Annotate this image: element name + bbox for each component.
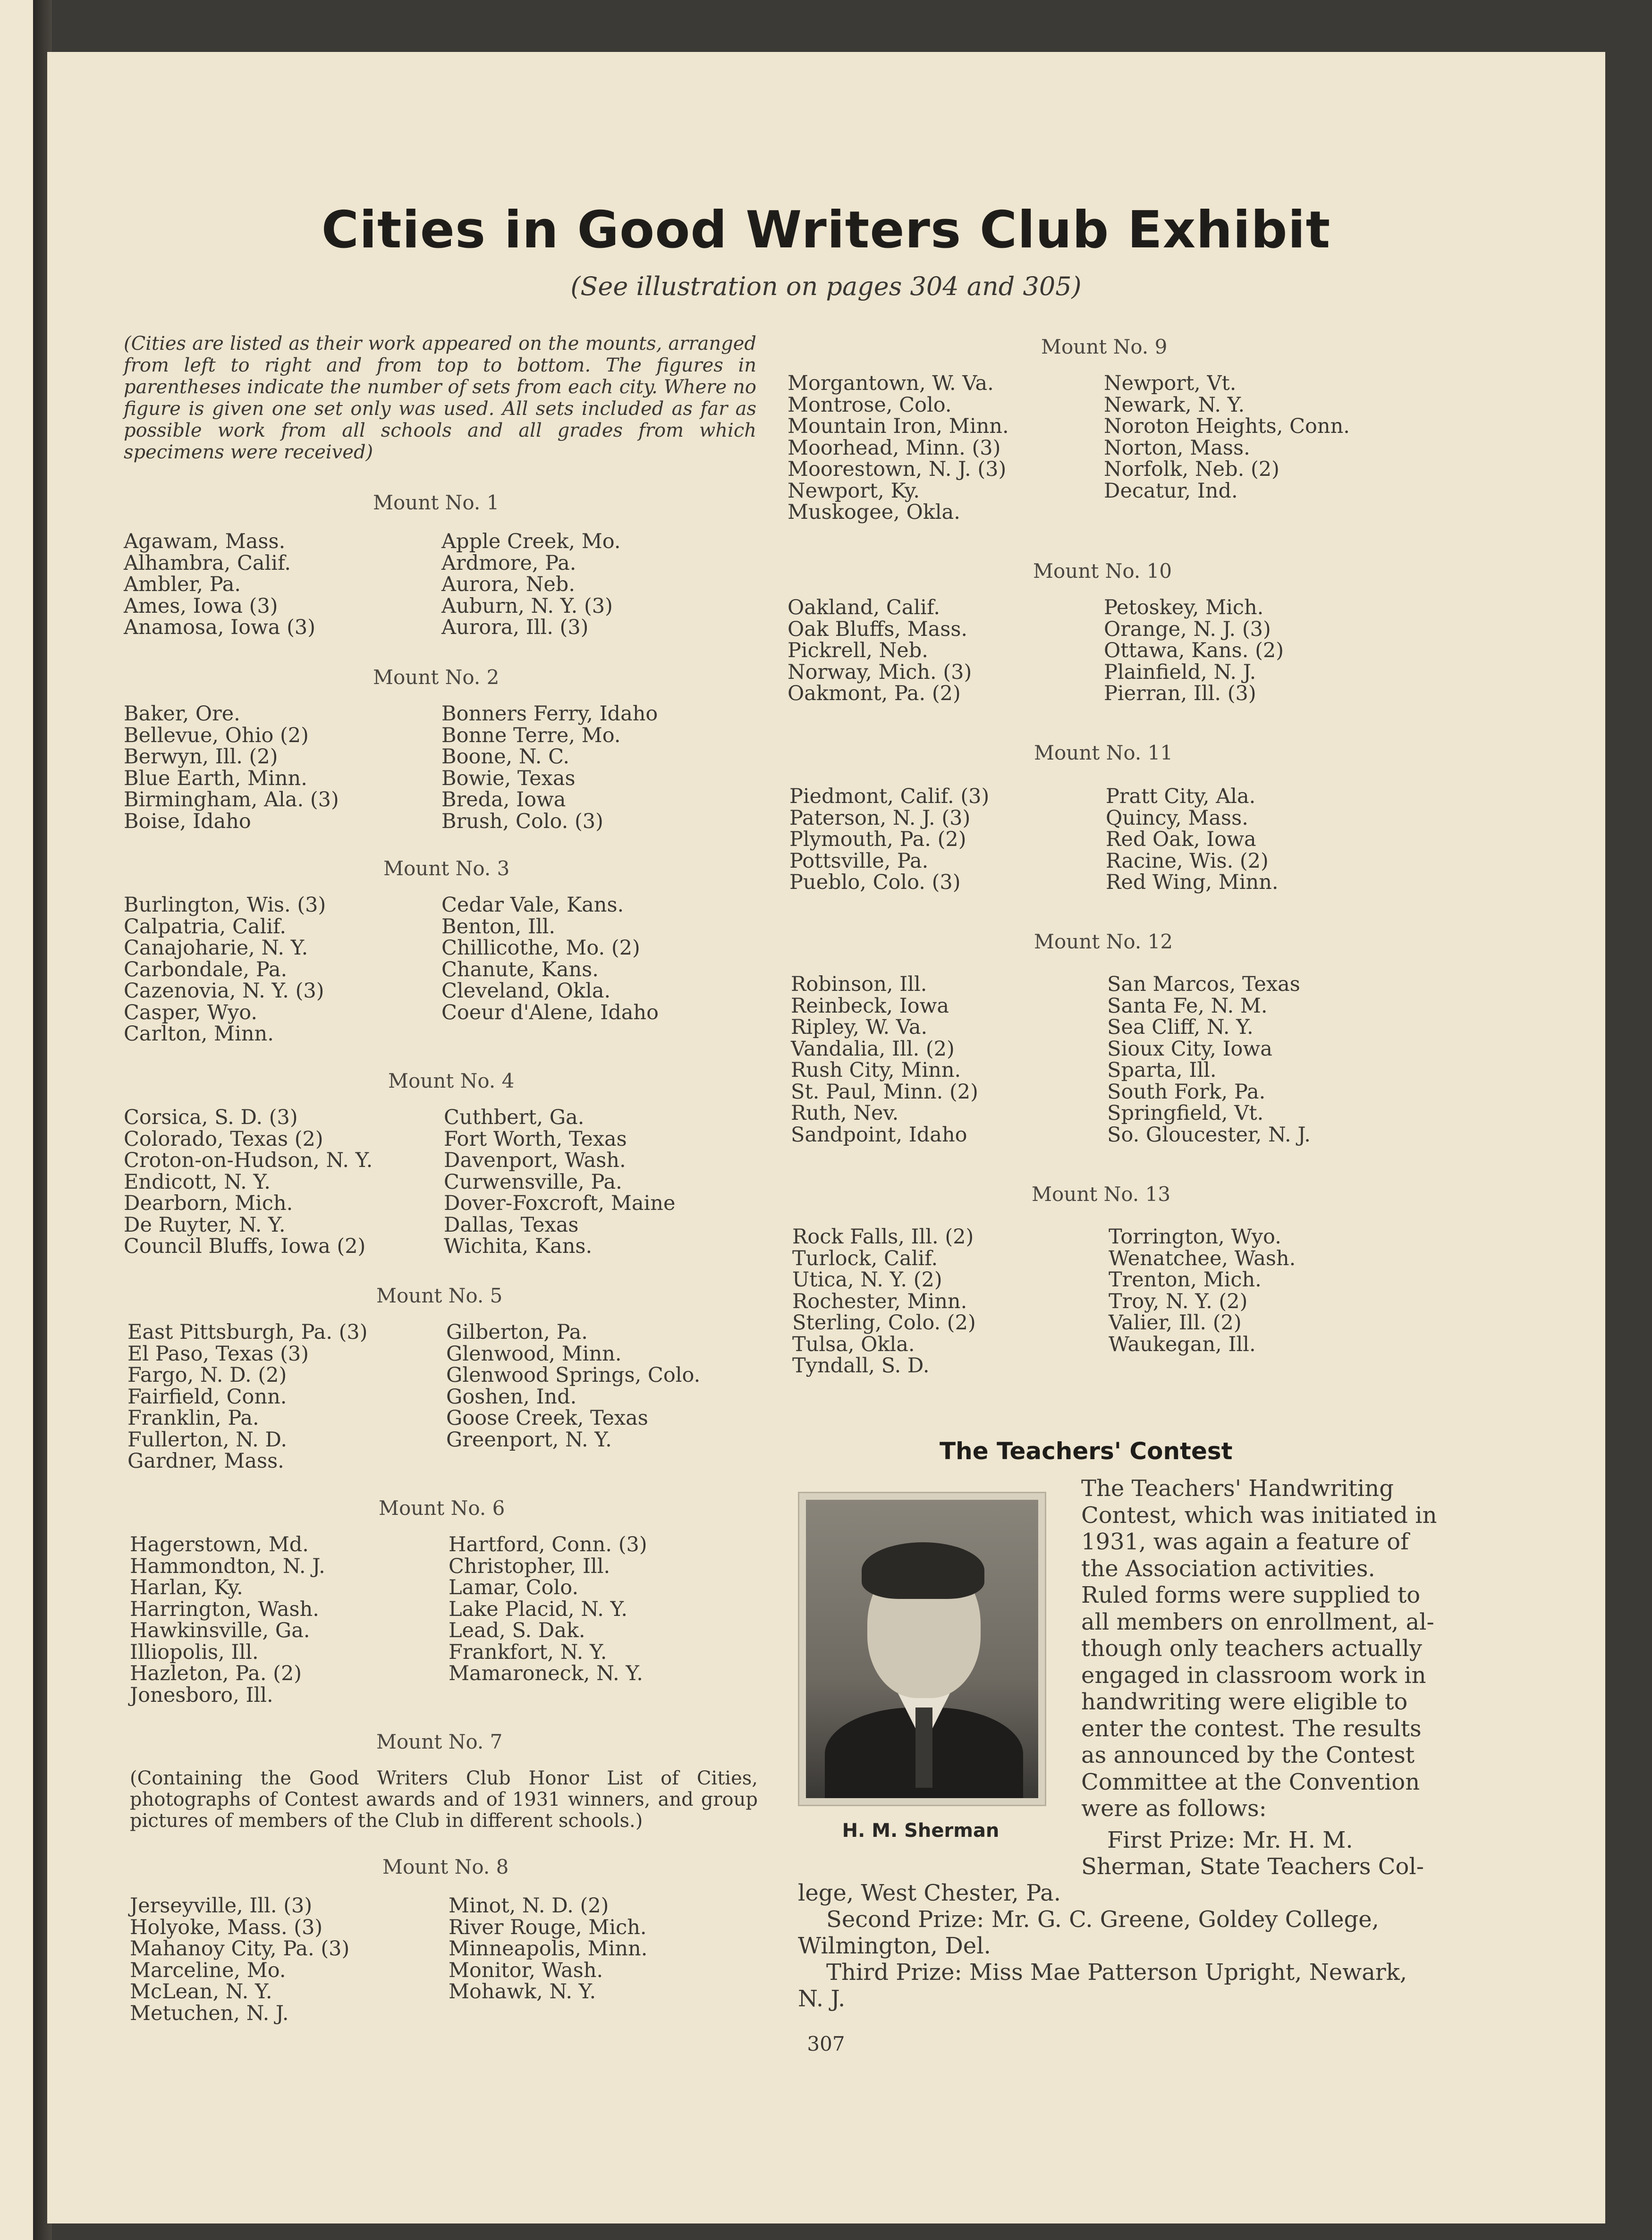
- list-item: Torrington, Wyo.: [1109, 1225, 1281, 1249]
- list-item: Cazenovia, N. Y. (3): [124, 979, 324, 1003]
- list-item: Birmingham, Ala. (3): [124, 788, 339, 811]
- list-item: Berwyn, Ill. (2): [124, 745, 278, 769]
- list-item: Moorestown, N. J. (3): [788, 457, 1007, 481]
- list-item: Pickrell, Neb.: [788, 639, 928, 662]
- mount-2-heading: Mount No. 2: [373, 666, 500, 689]
- list-item: Anamosa, Iowa (3): [124, 616, 315, 639]
- list-item: Mahanoy City, Pa. (3): [130, 1937, 350, 1961]
- list-item: the Association activities.: [1081, 1555, 1375, 1582]
- mount-4-left-list: [124, 1107, 373, 1258]
- list-item: Agawam, Mass.: [124, 530, 286, 553]
- list-item: Boise, Idaho: [124, 809, 251, 833]
- list-item: De Ruyter, N. Y.: [124, 1213, 286, 1237]
- list-item: Cuthbert, Ga.: [444, 1106, 585, 1129]
- list-item: Norton, Mass.: [1104, 436, 1250, 460]
- list-item: Bonne Terre, Mo.: [441, 723, 621, 747]
- mount-7-heading: Mount No. 7: [376, 1730, 503, 1753]
- mount-1-heading: Mount No. 1: [373, 491, 500, 514]
- list-item: Dover-Foxcroft, Maine: [444, 1192, 676, 1215]
- list-item: Ripley, W. Va.: [791, 1015, 928, 1039]
- list-item: South Fork, Pa.: [1107, 1080, 1266, 1104]
- list-item: Newark, N. Y.: [1104, 393, 1245, 417]
- mount-12-right-list: [1107, 974, 1311, 1146]
- list-item: River Rouge, Mich.: [449, 1915, 647, 1939]
- list-item: Sioux City, Iowa: [1107, 1037, 1272, 1061]
- book-gutter: [0, 0, 33, 2240]
- list-item: Ames, Iowa (3): [124, 594, 278, 618]
- list-item: Chillicothe, Mo. (2): [441, 936, 640, 960]
- list-item: Vandalia, Ill. (2): [791, 1037, 955, 1061]
- list-item: Ardmore, Pa.: [441, 551, 576, 575]
- list-item: Hammondton, N. J.: [130, 1554, 325, 1578]
- mount-5-heading: Mount No. 5: [376, 1284, 503, 1307]
- list-item: were as follows:: [1081, 1795, 1267, 1822]
- list-item: So. Gloucester, N. J.: [1107, 1123, 1311, 1147]
- list-item: Fort Worth, Texas: [444, 1127, 627, 1151]
- list-item: Blue Earth, Minn.: [124, 766, 307, 790]
- list-item: Rush City, Minn.: [791, 1058, 961, 1082]
- mount-6-left-list: [130, 1534, 325, 1706]
- list-item: Fairfield, Conn.: [127, 1385, 287, 1409]
- list-item: Croton-on-Hudson, N. Y.: [124, 1149, 373, 1172]
- list-item: Lake Placid, N. Y.: [449, 1597, 628, 1621]
- list-item: Plymouth, Pa. (2): [789, 828, 966, 851]
- list-item: Bowie, Texas: [441, 766, 576, 790]
- list-item: Harrington, Wash.: [130, 1597, 319, 1621]
- mount-6-heading: Mount No. 6: [379, 1496, 505, 1520]
- list-item: Petoskey, Mich.: [1104, 596, 1264, 619]
- list-item: Noroton Heights, Conn.: [1104, 414, 1350, 438]
- list-item: Casper, Wyo.: [124, 1000, 258, 1024]
- list-item: Sandpoint, Idaho: [791, 1123, 967, 1147]
- list-item: Oakland, Calif.: [788, 596, 940, 619]
- list-item: Cedar Vale, Kans.: [441, 893, 624, 917]
- list-item: Boone, N. C.: [441, 745, 570, 769]
- mount-10-heading: Mount No. 10: [1033, 559, 1172, 583]
- intro-note: (Cities are listed as their work appeared on the mounts, arranged from left to right and from top to bottom. The figures in parentheses indicate the number of sets from each city. Where no figure is given one set only was used. All sets included as far as possible work from all schools and all grades from which specimens were received): [124, 333, 756, 463]
- mount-3-heading: Mount No. 3: [383, 857, 510, 880]
- list-item: Oak Bluffs, Mass.: [788, 617, 968, 641]
- list-item: Glenwood Springs, Colo.: [446, 1363, 701, 1387]
- list-item: Carbondale, Pa.: [124, 957, 288, 981]
- list-item: Bonners Ferry, Idaho: [441, 702, 658, 726]
- list-item: Bellevue, Ohio (2): [124, 723, 309, 747]
- list-item: Sterling, Colo. (2): [792, 1311, 976, 1335]
- mount-4-right-list: [444, 1107, 675, 1258]
- list-item: Goshen, Ind.: [446, 1385, 577, 1409]
- contest-paragraph: [1081, 1475, 1437, 1822]
- list-item: Hazleton, Pa. (2): [130, 1662, 302, 1685]
- mount-8-heading: Mount No. 8: [382, 1855, 509, 1878]
- list-item: Dallas, Texas: [444, 1213, 579, 1237]
- list-item: Gilberton, Pa.: [446, 1320, 588, 1344]
- list-item: Tyndall, S. D.: [792, 1354, 930, 1378]
- list-item: Quincy, Mass.: [1106, 806, 1248, 830]
- list-item: Benton, Ill.: [441, 914, 556, 938]
- list-item: Canajoharie, N. Y.: [124, 936, 308, 960]
- list-item: engaged in classroom work in: [1081, 1662, 1426, 1689]
- list-item: Valier, Ill. (2): [1109, 1311, 1242, 1335]
- list-item: San Marcos, Texas: [1107, 972, 1300, 996]
- list-item: Apple Creek, Mo.: [441, 530, 621, 553]
- list-item: Orange, N. J. (3): [1104, 617, 1271, 641]
- list-item: Breda, Iowa: [441, 788, 566, 811]
- list-item: Pueblo, Colo. (3): [789, 871, 961, 894]
- list-item: enter the contest. The results: [1081, 1715, 1422, 1742]
- list-item: Colorado, Texas (2): [124, 1127, 323, 1151]
- list-item: Auburn, N. Y. (3): [441, 594, 613, 618]
- mount-2-right-list: [441, 703, 658, 832]
- list-item: Montrose, Colo.: [788, 393, 952, 417]
- list-item: Pottsville, Pa.: [789, 849, 929, 873]
- list-item: Frankfort, N. Y.: [449, 1640, 607, 1664]
- list-item: Jerseyville, Ill. (3): [130, 1894, 313, 1918]
- list-item: Wenatchee, Wash.: [1109, 1246, 1296, 1270]
- list-item: Muskogee, Okla.: [788, 500, 960, 524]
- page-subtitle: (See illustration on pages 304 and 305): [570, 271, 1082, 301]
- list-item: Ruled forms were supplied to: [1081, 1582, 1421, 1608]
- list-item: Hagerstown, Md.: [130, 1533, 309, 1556]
- list-item: St. Paul, Minn. (2): [791, 1080, 978, 1104]
- list-item: Troy, N. Y. (2): [1109, 1289, 1248, 1313]
- list-item: Red Wing, Minn.: [1106, 871, 1279, 894]
- list-item: Contest, which was initiated in: [1081, 1502, 1437, 1529]
- list-item: Committee at the Convention: [1081, 1768, 1420, 1795]
- mount-9-right-list: [1104, 373, 1350, 502]
- list-item: Mountain Iron, Minn.: [788, 414, 1009, 438]
- list-item: Mamaroneck, N. Y.: [449, 1662, 643, 1685]
- mount-5-left-list: [127, 1322, 368, 1472]
- mount-1-right-list: [441, 531, 621, 639]
- list-item: Endicott, N. Y.: [124, 1170, 271, 1194]
- list-item: Ruth, Nev.: [791, 1101, 899, 1125]
- mount-8-right-list: [449, 1895, 647, 2003]
- page-title: Cities in Good Writers Club Exhibit: [321, 201, 1331, 260]
- list-item: Newport, Vt.: [1104, 372, 1237, 395]
- mount-2-left-list: [124, 703, 339, 832]
- list-item: Trenton, Mich.: [1109, 1268, 1262, 1292]
- third-prize-line-2: N. J.: [798, 1986, 846, 2012]
- first-prize-line-3: lege, West Chester, Pa.: [798, 1880, 1061, 1906]
- list-item: East Pittsburgh, Pa. (3): [127, 1320, 368, 1344]
- list-item: Burlington, Wis. (3): [124, 893, 326, 917]
- list-item: Gardner, Mass.: [127, 1449, 284, 1473]
- second-prize-line-1: Second Prize: Mr. G. C. Greene, Goldey College,: [826, 1906, 1379, 1933]
- list-item: Dearborn, Mich.: [124, 1192, 293, 1215]
- list-item: Fargo, N. D. (2): [127, 1363, 287, 1387]
- list-item: Baker, Ore.: [124, 702, 240, 726]
- list-item: all members on enrollment, al-: [1081, 1608, 1434, 1635]
- list-item: Piedmont, Calif. (3): [789, 785, 990, 808]
- list-item: Decatur, Ind.: [1104, 479, 1238, 503]
- mount-12-heading: Mount No. 12: [1034, 930, 1173, 953]
- list-item: Calpatria, Calif.: [124, 914, 287, 938]
- mount-3-right-list: [441, 895, 659, 1023]
- list-item: Carlton, Minn.: [124, 1022, 274, 1046]
- list-item: Metuchen, N. J.: [130, 2001, 289, 2025]
- list-item: Hawkinsville, Ga.: [130, 1619, 310, 1642]
- list-item: Oakmont, Pa. (2): [788, 682, 961, 705]
- mount-13-right-list: [1109, 1226, 1296, 1355]
- list-item: Plainfield, N. J.: [1104, 660, 1256, 684]
- list-item: Christopher, Ill.: [449, 1554, 610, 1578]
- list-item: Minot, N. D. (2): [449, 1894, 609, 1918]
- list-item: Turlock, Calif.: [792, 1246, 938, 1270]
- list-item: Morgantown, W. Va.: [788, 372, 994, 395]
- list-item: The Teachers' Handwriting: [1081, 1475, 1394, 1502]
- mount-4-heading: Mount No. 4: [388, 1069, 515, 1092]
- third-prize-line-1: Third Prize: Miss Mae Patterson Upright, Newark,: [826, 1959, 1407, 1986]
- list-item: Red Oak, Iowa: [1106, 828, 1256, 851]
- list-item: Racine, Wis. (2): [1106, 849, 1269, 873]
- list-item: Wichita, Kans.: [444, 1234, 593, 1258]
- list-item: Ottawa, Kans. (2): [1104, 639, 1284, 662]
- first-prize-line-1: First Prize: Mr. H. M.: [1107, 1827, 1353, 1853]
- mount-10-left-list: [788, 597, 972, 705]
- first-prize-line-2: Sherman, State Teachers Col-: [1081, 1853, 1424, 1880]
- list-item: McLean, N. Y.: [130, 1980, 272, 2003]
- second-prize-line-2: Wilmington, Del.: [798, 1933, 991, 1959]
- list-item: Illiopolis, Ill.: [130, 1640, 259, 1664]
- mount-13-heading: Mount No. 13: [1032, 1183, 1171, 1206]
- list-item: Coeur d'Alene, Idaho: [441, 1000, 659, 1024]
- list-item: Davenport, Wash.: [444, 1149, 626, 1172]
- list-item: Norway, Mich. (3): [788, 660, 972, 684]
- list-item: though only teachers actually: [1081, 1635, 1422, 1662]
- list-item: Waukegan, Ill.: [1109, 1332, 1256, 1356]
- list-item: Sparta, Ill.: [1107, 1058, 1217, 1082]
- list-item: Council Bluffs, Iowa (2): [124, 1234, 366, 1258]
- list-item: Lead, S. Dak.: [449, 1619, 585, 1642]
- list-item: 1931, was again a feature of: [1081, 1529, 1409, 1555]
- mount-3-left-list: [124, 895, 326, 1045]
- mount-12-left-list: [791, 974, 978, 1146]
- list-item: Goose Creek, Texas: [446, 1406, 648, 1430]
- list-item: Aurora, Neb.: [441, 573, 575, 596]
- mount-8-left-list: [130, 1895, 349, 2024]
- list-item: El Paso, Texas (3): [127, 1342, 309, 1366]
- list-item: Fullerton, N. D.: [127, 1428, 288, 1452]
- list-item: Curwensville, Pa.: [444, 1170, 622, 1194]
- list-item: Springfield, Vt.: [1107, 1101, 1264, 1125]
- mount-11-left-list: [789, 786, 989, 894]
- list-item: Paterson, N. J. (3): [789, 806, 971, 830]
- list-item: Minneapolis, Minn.: [449, 1937, 648, 1961]
- mount-11-heading: Mount No. 11: [1034, 741, 1173, 764]
- list-item: Reinbeck, Iowa: [791, 994, 949, 1018]
- list-item: Holyoke, Mass. (3): [130, 1915, 323, 1939]
- list-item: Santa Fe, N. M.: [1107, 994, 1268, 1018]
- mount-5-right-list: [446, 1322, 700, 1451]
- list-item: Sea Cliff, N. Y.: [1107, 1015, 1254, 1039]
- list-item: Glenwood, Minn.: [446, 1342, 622, 1366]
- list-item: Pierran, Ill. (3): [1104, 682, 1256, 705]
- list-item: Brush, Colo. (3): [441, 809, 603, 833]
- list-item: Aurora, Ill. (3): [441, 616, 589, 639]
- mount-13-left-list: [792, 1226, 976, 1377]
- mount-9-left-list: [788, 373, 1009, 524]
- list-item: Cleveland, Okla.: [441, 979, 611, 1003]
- list-item: Alhambra, Calif.: [124, 551, 291, 575]
- mount-10-right-list: [1104, 597, 1284, 705]
- list-item: Mohawk, N. Y.: [449, 1980, 596, 2003]
- page-number: 307: [807, 2032, 845, 2055]
- mount-1-left-list: [124, 531, 315, 639]
- list-item: as announced by the Contest: [1081, 1742, 1415, 1768]
- list-item: Marceline, Mo.: [130, 1958, 286, 1982]
- list-item: Franklin, Pa.: [127, 1406, 259, 1430]
- list-item: Rochester, Minn.: [792, 1289, 967, 1313]
- list-item: Greenport, N. Y.: [446, 1428, 612, 1452]
- list-item: Newport, Ky.: [788, 479, 920, 503]
- list-item: Pratt City, Ala.: [1106, 785, 1256, 808]
- list-item: Jonesboro, Ill.: [130, 1683, 273, 1707]
- mount-7-note: (Containing the Good Writers Club Honor List of Cities, photographs of Contest awards and of 1931 winners, and group pictures of members of the Club in different schools.): [130, 1767, 758, 1832]
- list-item: Robinson, Ill.: [791, 972, 927, 996]
- list-item: Harlan, Ky.: [130, 1576, 243, 1599]
- mount-11-right-list: [1106, 786, 1279, 894]
- mount-9-heading: Mount No. 9: [1041, 335, 1168, 358]
- list-item: Utica, N. Y. (2): [792, 1268, 942, 1292]
- list-item: Monitor, Wash.: [449, 1958, 603, 1982]
- portrait-photo: [798, 1492, 1046, 1806]
- list-item: Moorhead, Minn. (3): [788, 436, 1001, 460]
- list-item: Corsica, S. D. (3): [124, 1106, 298, 1129]
- photo-caption: H. M. Sherman: [842, 1820, 1000, 1842]
- list-item: Norfolk, Neb. (2): [1104, 457, 1279, 481]
- mount-6-right-list: [449, 1534, 647, 1685]
- list-item: Tulsa, Okla.: [792, 1332, 915, 1356]
- list-item: Chanute, Kans.: [441, 957, 599, 981]
- contest-heading: The Teachers' Contest: [940, 1437, 1233, 1465]
- list-item: Lamar, Colo.: [449, 1576, 579, 1599]
- list-item: Ambler, Pa.: [124, 573, 241, 596]
- list-item: Hartford, Conn. (3): [449, 1533, 647, 1556]
- list-item: Rock Falls, Ill. (2): [792, 1225, 974, 1249]
- list-item: handwriting were eligible to: [1081, 1689, 1408, 1715]
